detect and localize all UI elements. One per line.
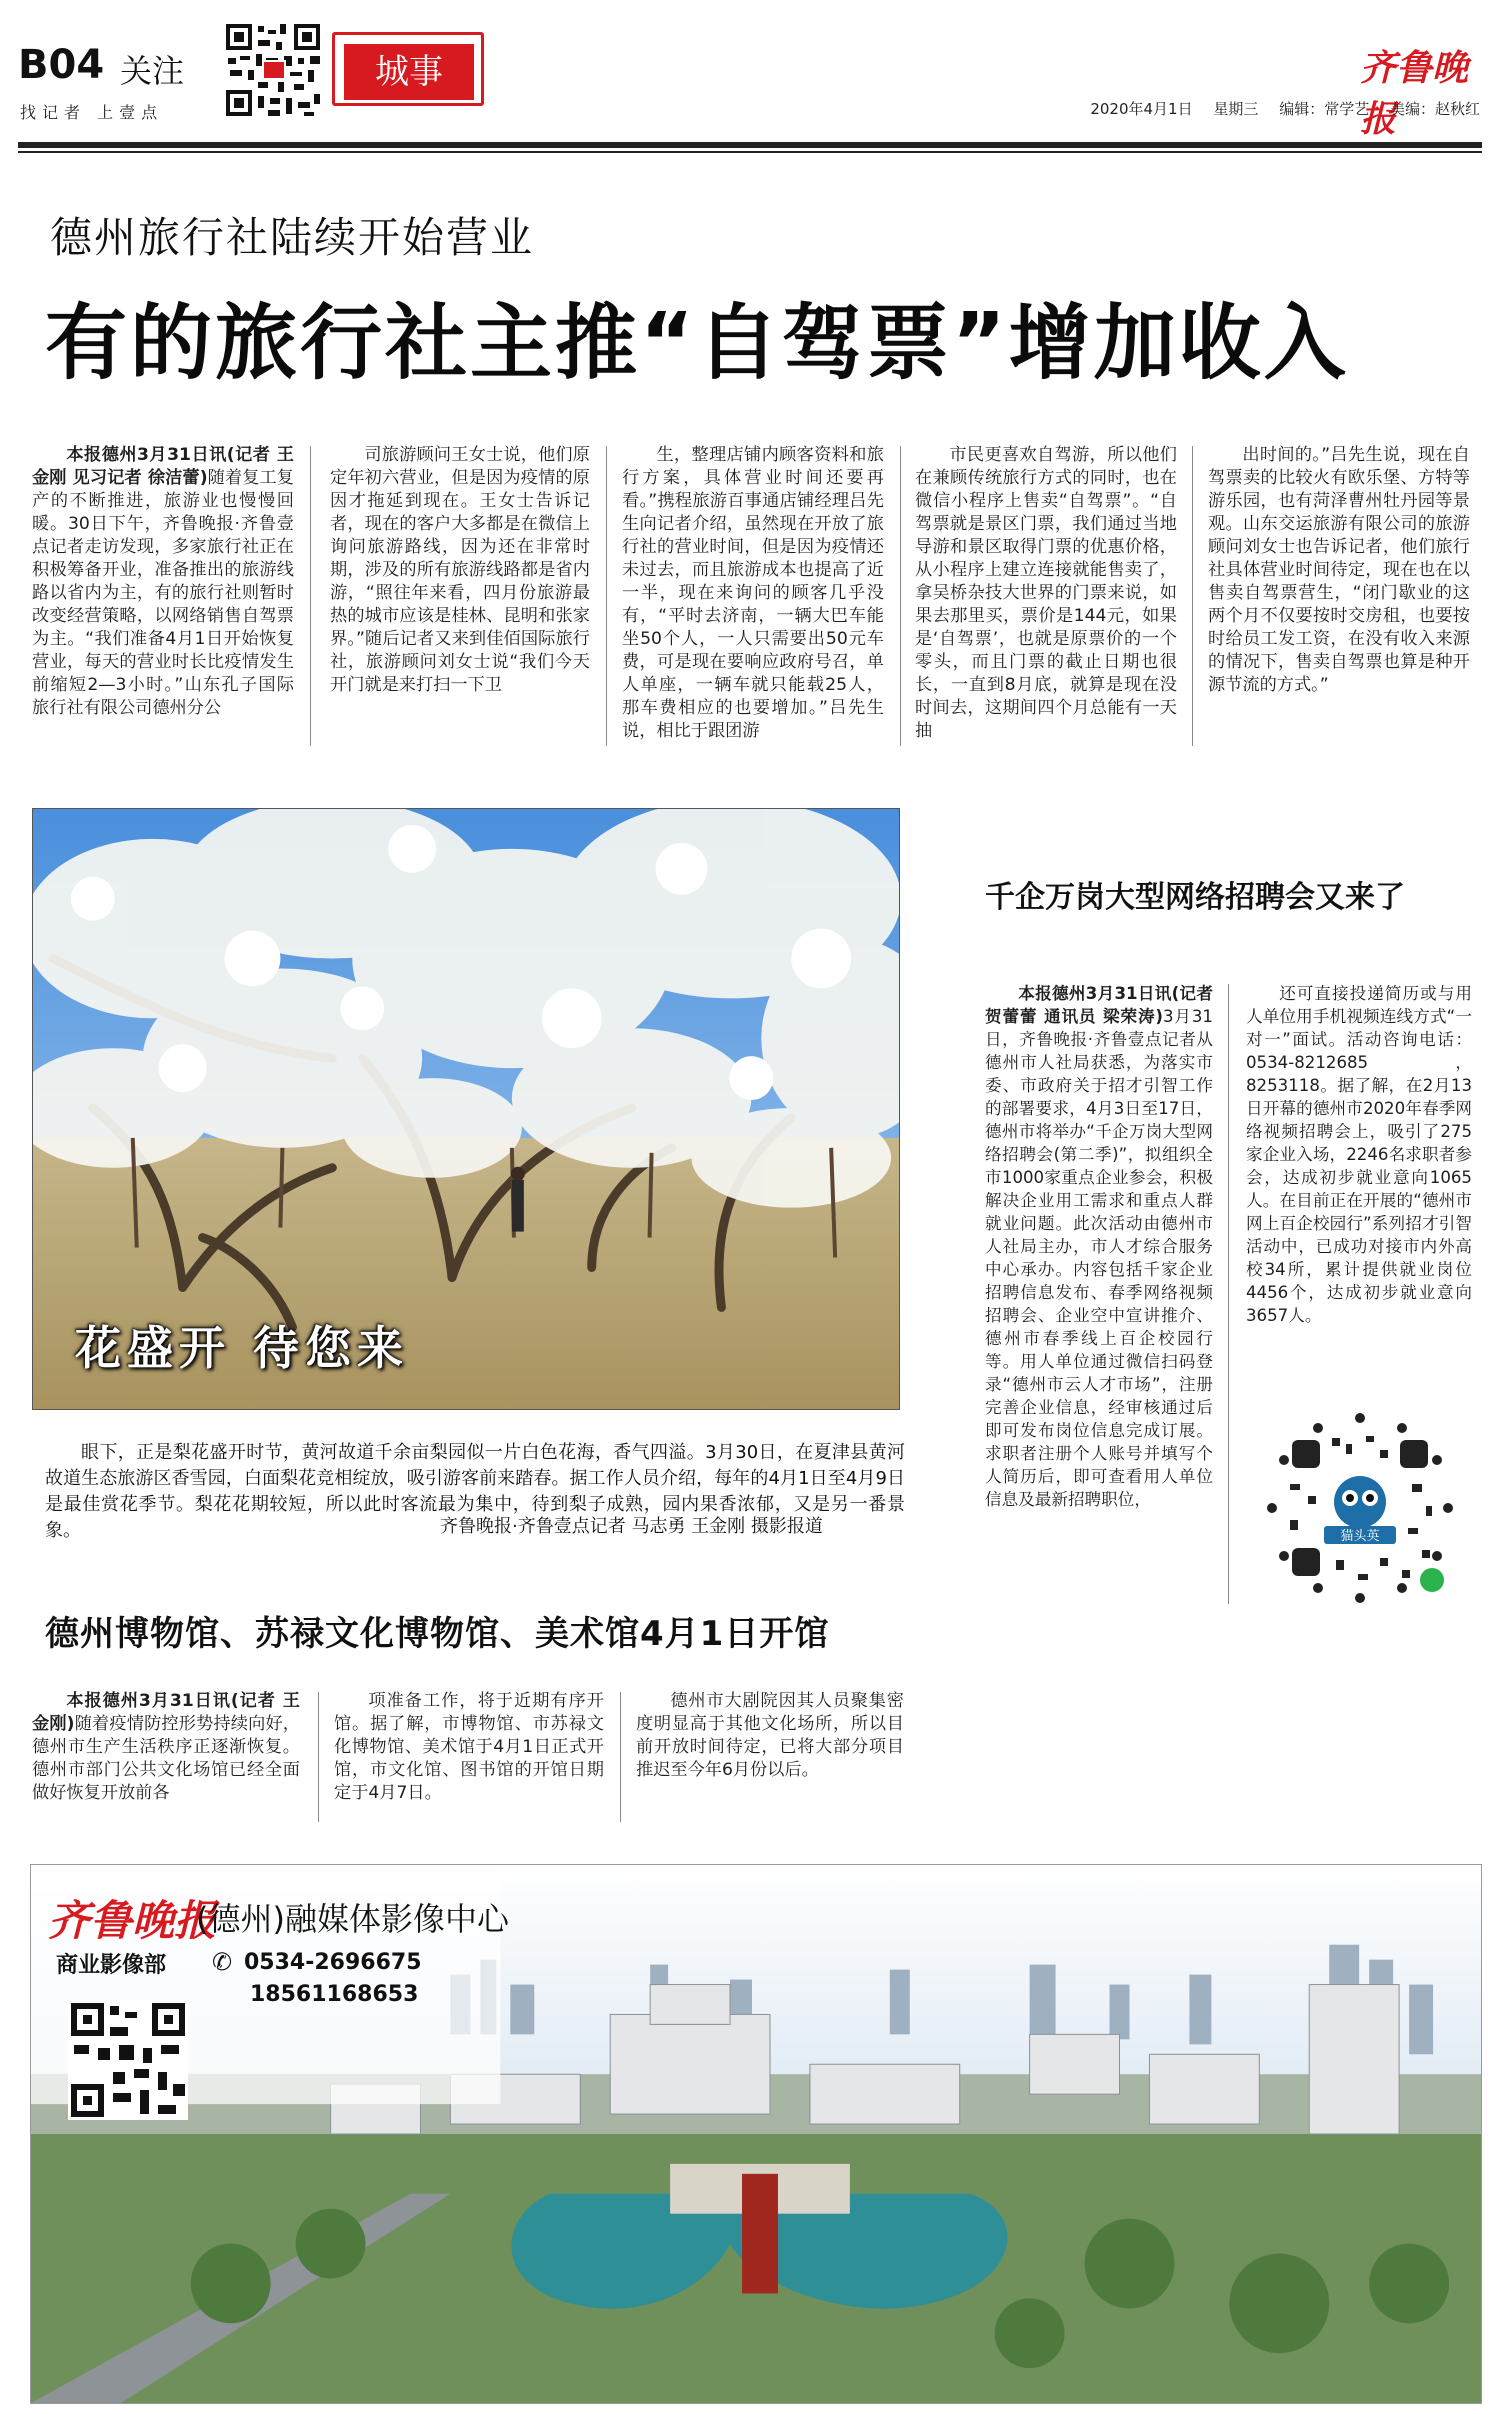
photo-caption-text: 眼下，正是梨花盛开时节，黄河故道千余亩梨园似一片白色花海，香气四溢。3月30日，在夏津县黄河故道生态旅游区香雪园，白面梨花竞相绽放，吸引游客前来踏春。据工作人员介绍，每年的4月1日至4月9日是最佳赏花季节。梨花花期较短，所以此时客流最为集中，待到梨子成熟，园内果香浓郁，又是另一番景象。	[45, 1442, 905, 1541]
museum-text: 项准备工作，将于近期有序开馆。据了解，市博物馆、市苏禄文化博物馆、美术馆于4月1日正式开馆，市文化馆、图书馆的开馆日期定于4月7日。	[334, 1691, 604, 1803]
brand-logo: 齐鲁晚报	[1360, 47, 1469, 140]
museum-column-3	[636, 1690, 904, 1830]
issue-date: 2020年4月1日	[1090, 100, 1193, 118]
museum-byline: 本报德州3月31日讯(记者 王金刚)	[32, 1691, 300, 1734]
column-divider	[318, 1692, 319, 1822]
jobs-text: 还可直接投递简历或与用人单位用手机视频连线方式“一对一”面试。活动咨询电话：0534-8212685，8253118。据了解，在2月13日开幕的德州市2020年春季网络视频招聘会上，吸引了275家企业入场，2246名求职者参会，达成初步就业意向1065人。在目前正在开展的“德州市网上百企校园行”系列招才引智活动中，已成功对接市内外高校34所，累计提供就业岗位4456个，达成初步就业意向3657人。	[1246, 984, 1472, 1325]
column-divider	[310, 446, 311, 746]
ad-title: (德州)融媒体影像中心	[196, 1900, 509, 1938]
section-name: 关注	[120, 52, 185, 90]
article-text: 出时间的。”吕先生说，现在自驾票卖的比较火有欧乐堡、方特等游乐园，也有菏泽曹州牡丹园等景观。山东交运旅游有限公司的旅游顾问刘女士也告诉记者，他们旅行社具体营业时间待定，现在也在以售卖自驾票营生，“闭门歇业的这两个月不仅要按时交房租，也要按时给员工发工资，在没有收入来源的情况下，售卖自驾票也算是种开源节流的方式。”	[1208, 445, 1470, 695]
article-text: 随着复工复产的不断推进，旅游业也慢慢回暖。30日下午，齐鲁晚报·齐鲁壹点记者走访发现，多家旅行社正在积极筹备开业，准备推出的旅游线路以省内为主，有的旅行社则暂时改变经营策略，以网络销售自驾票为主。“我们准备4月1日开始恢复营业，每天的营业时长比疫情发生前缩短2—3小时。”山东孔子国际旅行社有限公司德州分公	[32, 468, 294, 718]
issue-weekday: 星期三	[1213, 100, 1259, 118]
mascot-label: 猫头英	[1340, 1529, 1380, 1544]
museum-column-1	[32, 1690, 300, 1830]
jobs-text: 3月31日，齐鲁晚报·齐鲁壹点记者从德州市人社局获悉，为落实市委、市政府关于招才引智工作的部署要求，4月3日至17日，德州市将举办“千企万岗大型网络招聘会(第二季)”，拟组织全市1000家重点企业参会，积极解决企业用工需求和重点人群就业问题。此次活动由德州市人社局主办，市人才综合服务中心承办。内容包括千家企业招聘信息发布、春季网络视频招聘会、企业空中宣讲推介、德州市春季线上百企校园行等。用人单位通过微信扫码登录“德州市云人才市场”，注册完善企业信息，经审核通过后即可发布岗位信息完成订展。求职者注册个人账号并填写个人简历后，即可查看用人单位信息及最新招聘职位，	[985, 1007, 1213, 1509]
museum-text: 随着疫情防控形势持续向好，德州市生产生活秩序正逐渐恢复。德州市部门公共文化场馆已经全面做好恢复开放前各	[32, 1714, 300, 1803]
ad-qr-code-icon[interactable]	[68, 2000, 188, 2120]
ad-phone-landline[interactable]: 0534-2696675	[244, 1950, 422, 1975]
issue-editor: 编辑：常学艺	[1279, 100, 1370, 118]
article-byline: 本报德州3月31日讯(记者 王金刚 见习记者 徐洁蕾)	[32, 445, 294, 488]
slogan: 找记者 上壹点	[20, 103, 164, 122]
article-text: 司旅游顾问王女士说，他们原定年初六营业，但是因为疫情的原因才拖延到现在。王女士告诉记者，现在的客户大多都是在微信上询问旅游路线，因为还在非常时期，涉及的所有旅游线路都是省内游，“照往年来看，四月份旅游最热的城市应该是桂林、昆明和张家界。”随后记者又来到佳佰国际旅行社，旅游顾问刘女士说“我们今天开门就是来打扫一下卫	[330, 445, 590, 695]
article-column-1	[32, 444, 294, 754]
jobs-headline: 千企万岗大型网络招聘会又来了	[985, 880, 1405, 915]
column-divider	[620, 1692, 621, 1822]
article-text: 生，整理店铺内顾客资料和旅行方案，具体营业时间还要再看。”携程旅游百事通店铺经理吕先生向记者介绍，虽然现在开放了旅行社的营业时间，但是因为疫情还未过去，而且旅游成本也提高了近一半，现在来询问的顾客几乎没有，“平时去济南，一辆大巴车能坐50个人，一人只需要出50元车费，可是现在要响应政府号召，单人单座，一辆车就只能载25人，那车费相应的也要增加。”吕先生说，相比于跟团游	[622, 445, 884, 741]
issue-designer: 美编：赵秋红	[1389, 100, 1480, 118]
article-headline: 有的旅行社主推“自驾票”增加收入	[45, 296, 1349, 391]
photo-credit: 齐鲁晚报·齐鲁壹点记者 马志勇 王金刚 摄影报道	[440, 1516, 823, 1537]
article-text: 市民更喜欢自驾游，所以他们在兼顾传统旅行方式的同时，也在微信小程序上售卖“自驾票”。“自驾票就是景区门票，我们通过当地导游和景区取得门票的优惠价格，从小程序上建立连接就能售卖了，拿吴桥杂技大世界的门票来说，如果去那里买，票价是144元，如果是‘自驾票’，也就是原票价的一个零头，而且门票的截止日期也很长，一直到8月底，就算是现在没时间去，这期间四个月总能有一天抽	[915, 445, 1177, 741]
phone-icon: ✆	[212, 1948, 233, 1976]
photo-overlay-title: 花盛开 待您来	[75, 1321, 410, 1375]
masthead-rule	[18, 142, 1482, 148]
article-column-3	[622, 444, 884, 754]
section-tab[interactable]: 城事	[375, 52, 443, 92]
mascot-qr-code[interactable]	[1262, 1410, 1458, 1606]
jobs-column-1	[985, 982, 1213, 1622]
column-divider	[1228, 984, 1229, 1604]
ad-phone-mobile[interactable]: 18561168653	[250, 1982, 419, 2007]
ad-department: 商业影像部	[56, 1953, 167, 1978]
masthead-rule-thin	[18, 151, 1482, 153]
qr-code-icon[interactable]	[224, 22, 322, 118]
ad-city-photo	[30, 1864, 1482, 2404]
column-divider	[1192, 446, 1193, 746]
page-number: B04	[18, 42, 105, 88]
jobs-byline: 本报德州3月31日讯(记者 贺蕾蕾 通讯员 梁荣涛)	[985, 984, 1213, 1026]
article-kicker: 德州旅行社陆续开始营业	[50, 213, 535, 262]
museum-column-2	[334, 1690, 604, 1830]
museum-headline: 德州博物馆、苏禄文化博物馆、美术馆4月1日开馆	[45, 1614, 830, 1654]
issue-info	[1074, 98, 1480, 119]
ad-brand-logo: 齐鲁晚报	[48, 1896, 217, 1945]
museum-text: 德州市大剧院因其人员聚集密度明显高于其他文化场所，所以目前开放时间待定，已将大部分项目推迟至今年6月份以后。	[636, 1691, 904, 1780]
column-divider	[900, 446, 901, 746]
article-column-4	[915, 444, 1177, 754]
column-divider	[606, 446, 607, 746]
article-column-5	[1208, 444, 1470, 754]
article-column-2	[330, 444, 590, 754]
jobs-column-2	[1246, 982, 1472, 1392]
